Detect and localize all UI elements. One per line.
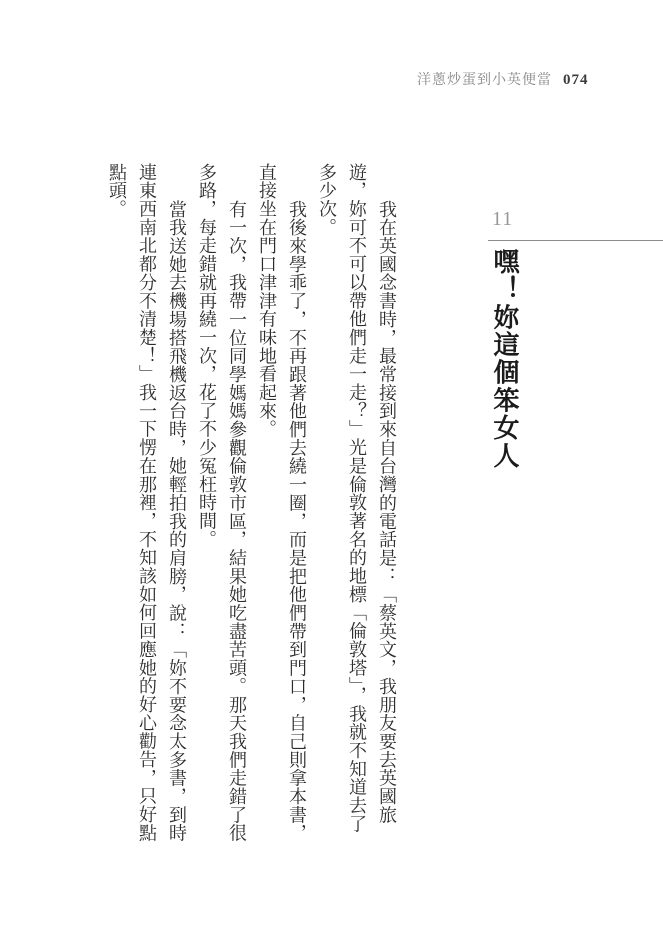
- chapter-number: 11: [492, 208, 514, 230]
- text-line: 連東西南北都分不清楚！」我一下愣在那裡，不知該如何回應她的好心勸告，只好點: [137, 163, 157, 842]
- running-head-book-title: 洋蔥炒蛋到小英便當: [417, 73, 552, 88]
- body-text: [102, 163, 402, 844]
- chapter-divider-rule: [488, 240, 663, 241]
- chapter-title: 嘿！妳這個笨女人: [490, 248, 519, 470]
- text-line: 點頭。: [107, 163, 127, 219]
- text-line: 多路，每走錯就再繞一次，花了不少冤枉時間。: [197, 163, 217, 549]
- running-head: [417, 69, 589, 89]
- page-number: 074: [563, 72, 589, 88]
- text-line: 我在英國念書時，最常接到來自台灣的電話是：「蔡英文，我朋友要去英國旅: [377, 200, 397, 824]
- text-line: 我後來學乖了，不再跟著他們去繞一圈，而是把他們帶到門口，自己則拿本書，: [287, 200, 307, 843]
- text-line: 多少次。: [317, 163, 337, 237]
- text-line: 有一次，我帶一位同學媽媽參觀倫敦市區，結果她吃盡苦頭。那天我們走錯了很: [227, 200, 247, 843]
- text-line: 遊，妳可不可以帶他們走一走？」光是倫敦著名的地標「倫敦塔」，我就不知道去了: [347, 163, 367, 833]
- text-line: 直接坐在門口津津有味地看起來。: [257, 163, 277, 439]
- text-line: 當我送她去機場搭飛機返台時，她輕拍我的肩膀，說：「妳不要念太多書，到時: [167, 200, 187, 843]
